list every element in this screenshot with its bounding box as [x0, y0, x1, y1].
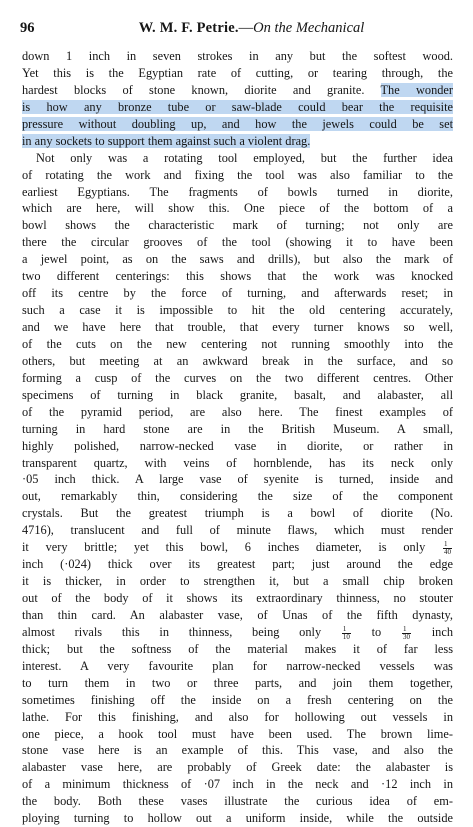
text-line: a jewel point, as on the saws and drills), but also the mark of	[22, 252, 453, 267]
text-line: interest. A very favourite plan for narrow-necked vessels was	[22, 658, 453, 673]
text-line: Not only was a rotating tool employed, but the further idea	[36, 150, 453, 165]
text-line	[22, 133, 453, 150]
text-line: of a minimum thickness of ·07 inch in the neck and ·12 inch in	[22, 777, 453, 792]
text-line: ·05 inch thick. A large vase of syenite is turned, inside and	[22, 472, 453, 487]
text-line: turning in hard stone are in the British Museum. A small,	[22, 421, 453, 436]
text-line: out of the body of it shows its extraordinary thinness, no stouter	[22, 591, 453, 605]
page-header	[20, 18, 455, 38]
running-head-subtitle: On the Mechanical	[253, 20, 365, 36]
text-line: which are here, will show this. One piece of the bottom of a	[22, 201, 453, 216]
text-segment: it very brittle; yet this bowl, 6 inches diameter, is only	[22, 540, 426, 555]
text-line: down 1 inch in seven strokes in any but the softest wood.	[22, 49, 453, 63]
text-line: the body. Both these vases illustrate the curious idea of em-	[22, 794, 453, 809]
text-line: forming a cusp of the curves on the two different centres. Other	[22, 370, 453, 385]
highlighted-text[interactable]: is how any bronze tube or saw-blade could bear the requisite	[22, 99, 453, 114]
highlighted-text[interactable]: in any sockets to support them against such a violent drag.	[22, 133, 311, 148]
text-segment: to	[371, 624, 382, 639]
fraction-numerator: 1	[443, 541, 452, 549]
text-line: alabaster vase here, are probably of Greek date: the alabaster is	[22, 760, 453, 775]
paragraph-1	[22, 48, 453, 150]
fraction-denominator: 40	[444, 547, 452, 556]
text-line: ploying turning to hollow out a uniform inside, while the outside	[22, 811, 453, 826]
page-number: 96	[20, 20, 35, 36]
text-line: of the pyramid period, are also here. The finest examples of	[22, 404, 453, 419]
highlighted-text[interactable]: pressure without doubling up, and how the jewels could be set	[22, 116, 453, 131]
text-segment: hardest blocks of stone known, diorite and granite.	[22, 82, 381, 97]
text-line	[22, 116, 453, 133]
fraction-denominator: 10	[342, 632, 350, 641]
highlighted-text[interactable]: The wonder	[380, 82, 454, 97]
text-line: of rotating the work and fixing the tool was also familiar to the	[22, 167, 453, 182]
paragraph-2	[22, 150, 453, 827]
text-line: there the circular grooves of the tool (showing it to have been	[22, 235, 453, 250]
text-line	[22, 99, 453, 116]
text-line: such a case it is impossible to hit the old centering accurately,	[22, 303, 453, 318]
fraction-one-fortieth	[443, 541, 452, 556]
fraction-numerator: 1	[342, 626, 351, 634]
text-line: highly polished, narrow-necked vase in diorite, or rather in	[22, 438, 453, 453]
text-line: others, but meeting at an awkward break in the surface, and so	[22, 353, 453, 368]
text-line: Yet this is the Egyptian rate of cutting, or tearing through, the	[22, 65, 453, 80]
text-line	[22, 624, 453, 641]
text-line: specimens of turning in black granite, basalt, and alabaster, all	[22, 387, 453, 402]
text-line: sometimes finishing off the inside on a fresh centering on the	[22, 692, 453, 707]
running-head	[20, 18, 455, 38]
text-line	[22, 82, 453, 99]
text-line: stone vase here is an example of this. This vase, and also the	[22, 743, 453, 758]
running-head-author: W. M. F. Petrie.	[138, 20, 239, 36]
text-line: two different centerings: this shows that the work was knocked	[22, 269, 453, 284]
text-line: crystals. But the greatest triumph is a bowl of diorite (No.	[22, 506, 453, 521]
text-line: off its centre by the force of turning, and afterwards reset; in	[22, 286, 453, 301]
text-line: earliest Egyptians. The fragments of bowls turned in diorite,	[22, 184, 453, 199]
text-line: inch (·024) thick over its greatest part; just around the edge	[22, 557, 453, 572]
text-line: one piece, a hook tool must have been used. The brown lime-	[22, 726, 453, 741]
text-line: thick; but the softness of the material makes it of far less	[22, 641, 453, 656]
text-line: than thin card. An alabaster vase, of Unas of the fifth dynasty,	[22, 607, 453, 622]
body-text	[22, 48, 453, 827]
text-line: of the cuts on the new centering not running smoothly into the	[22, 336, 453, 351]
text-line: lathe. For this finishing, and also for hollowing out vessels in	[22, 709, 453, 724]
fraction-numerator: 1	[402, 626, 411, 634]
text-line: to turn them in two or three parts, and join them together,	[22, 675, 453, 690]
text-line: and we have here that trouble, that every turner knows so well,	[22, 320, 453, 334]
text-line: out, remarkably thin, considering the size of the component	[22, 489, 453, 504]
text-line: transparent quartz, with veins of hornblende, has its neck only	[22, 455, 453, 470]
text-line: bowl shows the characteristic mark of turning; not only are	[22, 218, 453, 233]
text-segment: almost rivals this in thinness, being only	[22, 624, 322, 639]
text-segment: inch	[431, 624, 453, 639]
text-line: 4716), translucent and full of minute flaws, which must render	[22, 523, 453, 538]
fraction-denominator: 30	[402, 632, 410, 641]
fraction-one-thirtieth	[402, 626, 411, 641]
text-line	[22, 539, 453, 556]
running-head-dash: —	[238, 20, 254, 36]
text-line: it is thicker, in order to strengthen it, but a small chip broken	[22, 574, 453, 589]
fraction-one-tenth	[342, 626, 351, 641]
